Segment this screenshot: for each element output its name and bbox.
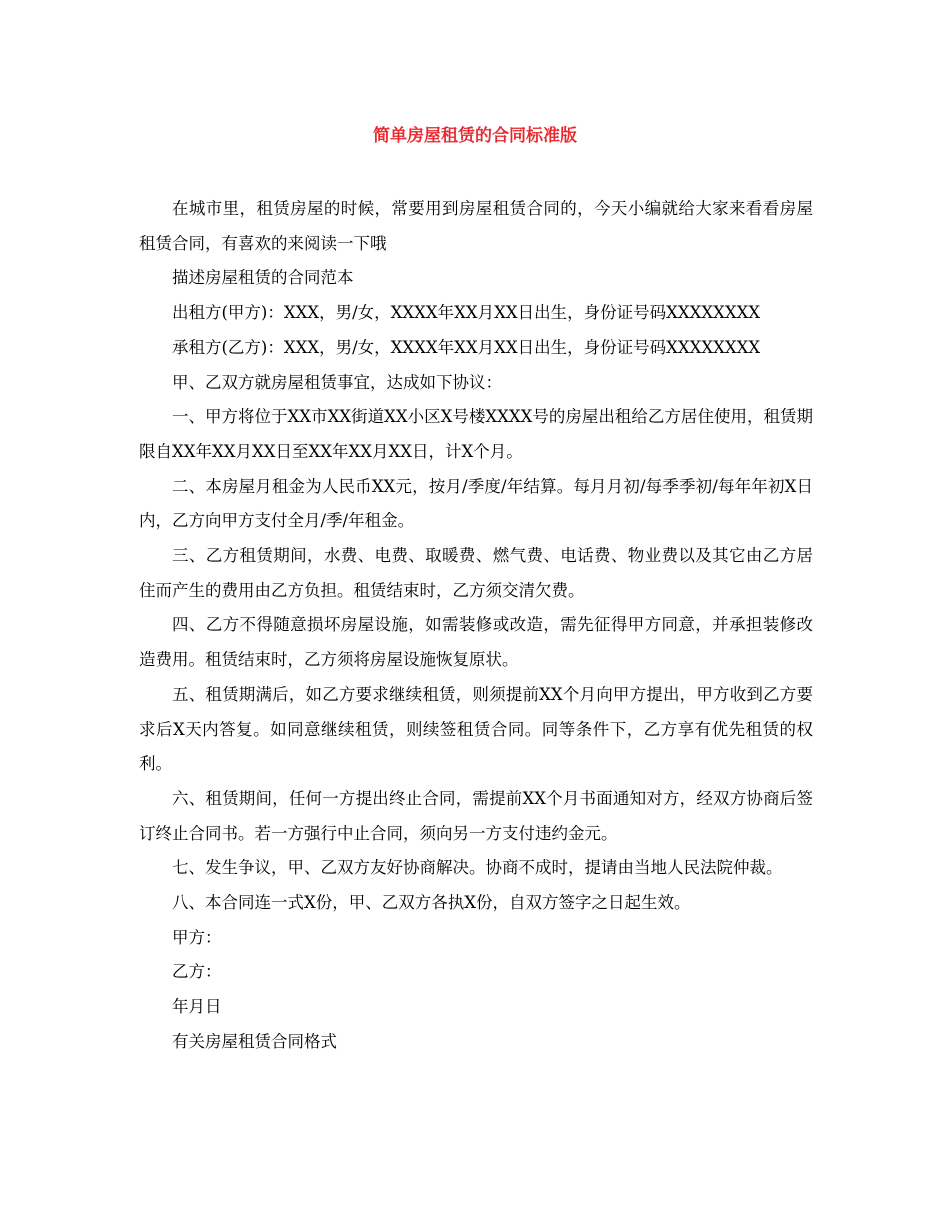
paragraph-clause-3: 三、乙方租赁期间，水费、电费、取暖费、燃气费、电话费、物业费以及其它由乙方居住而产生的费用由乙方负担。租赁结束时，乙方须交清欠费。 (139, 546, 813, 600)
signature-party-b: 乙方： (172, 962, 222, 982)
paragraph-clause-7: 七、发生争议，甲、乙双方友好协商解决。协商不成时，提请由当地人民法院仲裁。 (172, 858, 783, 878)
paragraph-clause-8: 八、本合同连一式X份，甲、乙双方各执X份，自双方签字之日起生效。 (172, 893, 691, 913)
paragraph-clause-2: 二、本房屋月租金为人民币XX元，按月/季度/年结算。每月月初/每季季初/每年年初X日内，乙方向甲方支付全月/季/年租金。 (139, 476, 813, 531)
paragraph-lessee: 承租方(乙方)：XXX，男/女，XXXX年XX月XX日出生，身份证号码XXXXXXXX (172, 337, 761, 357)
paragraph-lessor: 出租方(甲方)：XXX，男/女，XXXX年XX月XX日出生，身份证号码XXXXXXXX (172, 303, 761, 323)
paragraph-intro: 在城市里，租赁房屋的时候，常要用到房屋租赁合同的，今天小编就给大家来看看房屋租赁合同，有喜欢的来阅读一下哦 (139, 199, 813, 253)
paragraph-template-heading: 描述房屋租赁的合同范本 (172, 268, 354, 288)
paragraph-agreement-intro: 甲、乙双方就房屋租赁事宜，达成如下协议： (172, 372, 502, 392)
signature-date: 年月日 (172, 997, 222, 1017)
paragraph-clause-4: 四、乙方不得随意损坏房屋设施，如需装修或改造，需先征得甲方同意，并承担装修改造费用。租赁结束时，乙方须将房屋设施恢复原状。 (139, 615, 813, 670)
paragraph-format-heading: 有关房屋租赁合同格式 (172, 1031, 337, 1051)
document-body (139, 192, 813, 1060)
document-title: 简单房屋租赁的合同标准版 (373, 126, 577, 146)
paragraph-clause-6: 六、租赁期间，任何一方提出终止合同，需提前XX个月书面通知对方，经双方协商后签订终止合同书。若一方强行中止合同，须向另一方支付违约金元。 (139, 788, 813, 843)
paragraph-clause-5: 五、租赁期满后，如乙方要求继续租赁，则须提前XX个月向甲方提出，甲方收到乙方要求后X天内答复。如同意继续租赁，则续签租赁合同。同等条件下，乙方享有优先租赁的权利。 (139, 684, 813, 774)
signature-party-a: 甲方： (172, 927, 222, 947)
paragraph-clause-1: 一、甲方将位于XX市XX街道XX小区X号楼XXXX号的房屋出租给乙方居住使用，租赁期限自XX年XX月XX日至XX年XX月XX日，计X个月。 (139, 407, 813, 461)
